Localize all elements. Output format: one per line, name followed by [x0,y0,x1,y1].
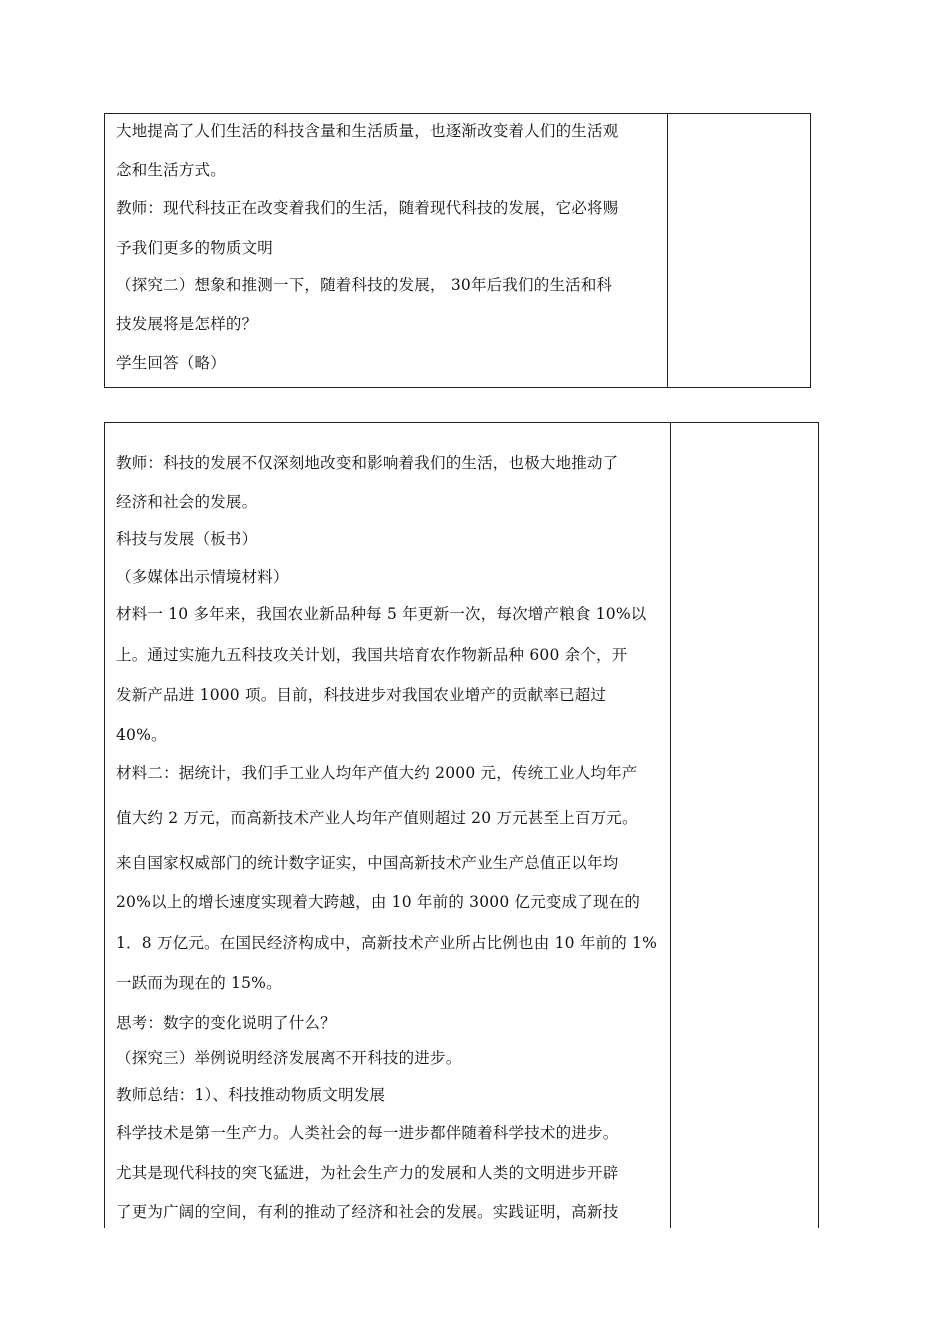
text-line: 上。通过实施九五科技攻关计划，我国共培育农作物新品种 600 余个，开 [116,646,628,664]
text-line: 一跃而为现在的 15%。 [116,974,282,992]
text-line: 值大约 2 万元，而高新技术产业人均年产值则超过 20 万元甚至上百万元。 [116,809,638,827]
lesson-table-2 [104,422,819,1228]
text-line: 尤其是现代科技的突飞猛进，为社会生产力的发展和人类的文明进步开辟 [116,1164,619,1182]
notes-cell-2 [671,423,818,1228]
text-line: 发新产品进 1000 项。目前，科技进步对我国农业增产的贡献率已超过 [116,686,607,704]
content-cell-2 [105,423,671,1228]
text-line: （探究二）想象和推测一下，随着科技的发展， 30年后我们的生活和科 [116,276,613,294]
lesson-table-1 [104,113,811,388]
text-line: 教师：现代科技正在改变着我们的生活，随着现代科技的发展，它必将赐 [116,199,619,217]
text-line: 思考：数字的变化说明了什么？ [116,1014,336,1032]
text-line: 学生回答（略） [116,354,226,372]
text-line: 1．8 万亿元。在国民经济构成中，高新技术产业所占比例也由 10 年前的 1% [116,934,658,952]
text-line: 念和生活方式。 [116,161,226,179]
text-line: 大地提高了人们生活的科技含量和生活质量，也逐渐改变着人们的生活观 [116,122,619,140]
text-line: 20%以上的增长速度实现着大跨越，由 10 年前的 3000 亿元变成了现在的 [116,893,641,911]
text-line: 40%。 [116,726,167,744]
text-line: 技发展将是怎样的？ [116,315,258,333]
text-line: 来自国家权威部门的统计数字证实，中国高新技术产业生产总值正以年均 [116,854,619,872]
text-line: 教师：科技的发展不仅深刻地改变和影响着我们的生活，也极大地推动了 [116,454,619,472]
text-line: 经济和社会的发展。 [116,493,258,511]
text-line: （探究三）举例说明经济发展离不开科技的进步。 [116,1049,462,1067]
text-line: （多媒体出示情境材料） [116,568,289,586]
text-line: 予我们更多的物质文明 [116,239,274,257]
notes-cell-1 [668,114,810,387]
text-line: 教师总结：1）、科技推动物质文明发展 [116,1086,386,1104]
text-line: 材料二：据统计，我们手工业人均年产值大约 2000 元，传统工业人均年产 [116,764,638,782]
text-line: 了更为广阔的空间，有利的推动了经济和社会的发展。实践证明，高新技 [116,1203,619,1221]
text-line: 科技与发展（板书） [116,530,258,548]
text-line: 科学技术是第一生产力。人类社会的每一进步都伴随着科学技术的进步。 [116,1124,619,1142]
text-line: 材料一 10 多年来，我国农业新品种每 5 年更新一次，每次增产粮食 10%以 [116,605,647,623]
content-cell-1 [105,114,668,387]
